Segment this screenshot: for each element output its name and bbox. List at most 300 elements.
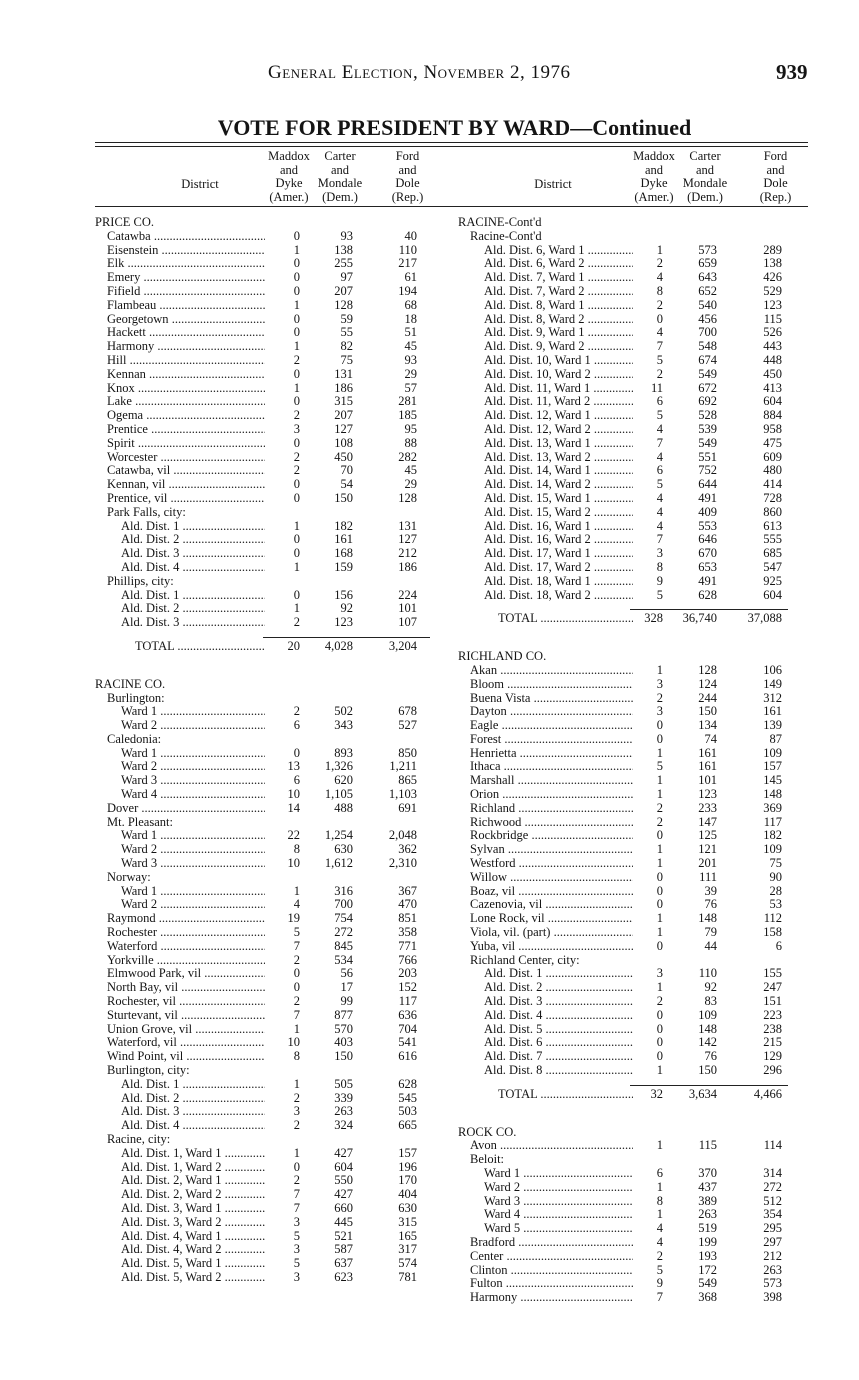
ford-value: 636 <box>398 1007 417 1022</box>
table-row <box>95 774 448 788</box>
table-row <box>458 326 808 340</box>
carter-value: 488 <box>334 800 353 815</box>
maddox-value: 1 <box>293 380 300 395</box>
district-header: District <box>534 177 572 191</box>
ford-value: 107 <box>398 615 417 630</box>
ford-value: 215 <box>763 1035 782 1050</box>
maddox-value: 1 <box>293 601 300 616</box>
carter-value: 646 <box>698 532 717 547</box>
total-label: TOTAL ..... <box>498 1088 633 1102</box>
ford-value: 958 <box>763 421 782 436</box>
table-row <box>95 1202 448 1216</box>
maddox-value: 1 <box>293 1076 300 1091</box>
ford-value: 678 <box>398 704 417 719</box>
maddox-value: 0 <box>656 1007 663 1022</box>
carter-value: 692 <box>698 394 717 409</box>
table-row <box>95 981 448 995</box>
table-row <box>95 257 448 271</box>
ford-value: 263 <box>763 1262 782 1277</box>
maddox-value: 7 <box>293 1187 300 1202</box>
carter-value: 521 <box>334 1228 353 1243</box>
district-name: Ald. Dist. 1 ..... <box>484 967 633 981</box>
maddox-value: 4 <box>656 1221 663 1236</box>
district-name: Ald. Dist. 11, Ward 2 ..... <box>484 395 633 409</box>
ford-value: 860 <box>763 504 782 519</box>
district-name: Ald. Dist. 4, Ward 1 ..... <box>121 1230 265 1244</box>
district-name: North Bay, vil ..... <box>107 981 265 995</box>
district-name: Ald. Dist. 8, Ward 2 ..... <box>484 313 633 327</box>
maddox-value: 2 <box>293 952 300 967</box>
maddox-value: 8 <box>656 283 663 298</box>
maddox-value: 2 <box>293 463 300 478</box>
ford-value: 766 <box>398 952 417 967</box>
table-row <box>458 747 808 761</box>
maddox-value: 1 <box>656 773 663 788</box>
ford-value: 127 <box>398 532 417 547</box>
maddox-value: 8 <box>656 1193 663 1208</box>
ford-value: 1,211 <box>389 759 417 774</box>
subheading-label: Park Falls, city: <box>107 505 186 519</box>
maddox-value: 0 <box>293 270 300 285</box>
maddox-value: 2 <box>656 814 663 829</box>
subheading-row <box>95 1064 448 1078</box>
district-name: Prentice ..... <box>107 423 265 437</box>
table-row <box>95 395 448 409</box>
district-name: Orion ..... <box>470 788 633 802</box>
carter-value: 519 <box>698 1221 717 1236</box>
ford-value: 272 <box>763 1179 782 1194</box>
maddox-value: 0 <box>293 745 300 760</box>
district-name: Ward 2 ..... <box>121 843 265 857</box>
ford-value: 53 <box>769 897 782 912</box>
total-label: TOTAL ..... <box>498 612 633 626</box>
ford-value: 613 <box>763 518 782 533</box>
district-name: Yorkville ..... <box>107 954 265 968</box>
maddox-value: 2 <box>293 615 300 630</box>
carter-value: 539 <box>698 421 717 436</box>
carter-value: 207 <box>334 408 353 423</box>
maddox-value: 0 <box>656 1035 663 1050</box>
carter-value: 550 <box>334 1173 353 1188</box>
district-name: Bloom ..... <box>470 678 633 692</box>
carter-value: 207 <box>334 283 353 298</box>
district-name: Ald. Dist. 9, Ward 2 ..... <box>484 340 633 354</box>
maddox-value: 2 <box>293 408 300 423</box>
ford-value: 604 <box>763 394 782 409</box>
maddox-value: 0 <box>293 1159 300 1174</box>
table-row <box>458 774 808 788</box>
table-row <box>458 395 808 409</box>
maddox-value: 7 <box>293 1200 300 1215</box>
table-row <box>95 760 448 774</box>
table-row <box>95 802 448 816</box>
carter-value: 653 <box>698 559 717 574</box>
table-row <box>458 802 808 816</box>
district-name: Ward 3 ..... <box>484 1195 633 1209</box>
district-name: Ald. Dist. 11, Ward 1 ..... <box>484 382 633 396</box>
total-label: TOTAL ..... <box>135 640 265 654</box>
table-row <box>95 616 448 630</box>
table-row <box>458 664 808 678</box>
district-name: Ward 3 ..... <box>121 774 265 788</box>
ford-value: 212 <box>398 546 417 561</box>
table-row <box>95 829 448 843</box>
right-column <box>458 148 808 1305</box>
carter-value: 83 <box>704 994 717 1009</box>
district-name: Fulton ..... <box>470 1277 633 1291</box>
carter-value: 168 <box>334 546 353 561</box>
left-column <box>95 148 448 1285</box>
table-row <box>95 1023 448 1037</box>
table-row <box>458 995 808 1009</box>
carter-value: 637 <box>334 1256 353 1271</box>
ford-value: 101 <box>398 601 417 616</box>
ford-value: 247 <box>763 980 782 995</box>
district-name: Viola, vil. (part) ..... <box>470 926 633 940</box>
carter-value: 644 <box>698 477 717 492</box>
ford-value: 170 <box>398 1173 417 1188</box>
carter-value: 59 <box>340 311 353 326</box>
district-name: Richwood ..... <box>470 816 633 830</box>
table-row <box>458 1250 808 1264</box>
maddox-value: 1 <box>293 297 300 312</box>
maddox-value: 8 <box>656 559 663 574</box>
ford-value: 526 <box>763 325 782 340</box>
carter-value: 587 <box>334 1242 353 1257</box>
table-row <box>95 1230 448 1244</box>
carter-value: 79 <box>704 925 717 940</box>
right-rows <box>458 206 808 1305</box>
district-name: Cazenovia, vil ..... <box>470 898 633 912</box>
subheading-row <box>95 871 448 885</box>
table-row <box>458 575 808 589</box>
carter-value: 161 <box>698 759 717 774</box>
district-name: Ald. Dist. 7 ..... <box>484 1050 633 1064</box>
ford-value: 470 <box>398 897 417 912</box>
county-name: RICHLAND CO. <box>458 650 547 664</box>
maddox-value: 19 <box>287 911 300 926</box>
maddox-value: 6 <box>293 773 300 788</box>
district-name: Georgetown ..... <box>107 313 265 327</box>
table-row <box>95 719 448 733</box>
district-name: Ald. Dist. 5, Ward 1 ..... <box>121 1257 265 1271</box>
district-name: Ald. Dist. 2 ..... <box>121 602 265 616</box>
table-row <box>458 1222 808 1236</box>
table-row <box>458 313 808 327</box>
district-name: Ald. Dist. 2, Ward 2 ..... <box>121 1188 265 1202</box>
maddox-value: 10 <box>287 787 300 802</box>
district-name: Ald. Dist. 4 ..... <box>484 1009 633 1023</box>
table-row <box>458 1264 808 1278</box>
maddox-value: 0 <box>293 966 300 981</box>
district-name: Ithaca ..... <box>470 760 633 774</box>
district-name: Catawba, vil ..... <box>107 464 265 478</box>
carter-value: 55 <box>340 325 353 340</box>
table-row <box>458 506 808 520</box>
district-name: Ward 4 ..... <box>484 1208 633 1222</box>
ford-value: 369 <box>763 800 782 815</box>
subheading-label: Richland Center, city: <box>470 953 580 967</box>
carter-value: 74 <box>704 731 717 746</box>
carter-value: 324 <box>334 1118 353 1133</box>
carter-value: 93 <box>340 228 353 243</box>
carter-value: 752 <box>698 463 717 478</box>
ford-value: 297 <box>763 1234 782 1249</box>
carter-value: 263 <box>334 1104 353 1119</box>
table-row <box>458 368 808 382</box>
ford-value: 691 <box>398 800 417 815</box>
maddox-value: 9 <box>656 1276 663 1291</box>
district-name: Ald. Dist. 4, Ward 2 ..... <box>121 1243 265 1257</box>
ford-value: 609 <box>763 449 782 464</box>
subheading-label: Racine-Cont'd <box>470 229 542 243</box>
table-row <box>458 719 808 733</box>
county-name: ROCK CO. <box>458 1125 517 1139</box>
carter-value: 540 <box>698 297 717 312</box>
carter-value: 893 <box>334 745 353 760</box>
table-row <box>95 520 448 534</box>
district-name: Ald. Dist. 1, Ward 1 ..... <box>121 1147 265 1161</box>
table-row <box>95 533 448 547</box>
ford-value: 628 <box>398 1076 417 1091</box>
maddox-value: 4 <box>656 518 663 533</box>
ford-header: Ford and Dole (Rep.) <box>391 149 424 204</box>
district-name: Ald. Dist. 5, Ward 2 ..... <box>121 1271 265 1285</box>
carter-value: 109 <box>698 1007 717 1022</box>
district-name: Sturtevant, vil ..... <box>107 1009 265 1023</box>
district-name: Avon ..... <box>470 1139 633 1153</box>
table-row <box>458 547 808 561</box>
carter-value: 148 <box>698 1021 717 1036</box>
running-header <box>0 60 859 90</box>
subheading-label: Caledonia: <box>107 732 162 746</box>
district-name: Harmony ..... <box>470 1291 633 1305</box>
maddox-value: 1 <box>293 339 300 354</box>
carter-value: 339 <box>334 1090 353 1105</box>
district-name: Ward 5 ..... <box>484 1222 633 1236</box>
carter-value: 70 <box>340 463 353 478</box>
district-name: Ald. Dist. 2 ..... <box>121 1092 265 1106</box>
subheading-label: Mt. Pleasant: <box>107 815 173 829</box>
ford-value: 2,310 <box>388 856 417 871</box>
maddox-value: 2 <box>293 352 300 367</box>
carter-value: 125 <box>698 828 717 843</box>
subheading-row <box>95 1133 448 1147</box>
ford-value: 68 <box>404 297 417 312</box>
table-row <box>458 885 808 899</box>
carter-value: 121 <box>698 842 717 857</box>
carter-value: 528 <box>698 408 717 423</box>
subheading-label: Burlington: <box>107 691 165 705</box>
carter-value: 76 <box>704 1049 717 1064</box>
carter-value: 108 <box>334 435 353 450</box>
carter-value: 138 <box>334 242 353 257</box>
ford-value: 728 <box>763 490 782 505</box>
subheading-row <box>95 575 448 589</box>
table-row <box>458 692 808 706</box>
ford-value: 503 <box>398 1104 417 1119</box>
carter-value: 4,028 <box>324 638 353 653</box>
table-row <box>95 299 448 313</box>
carter-value: 199 <box>698 1234 717 1249</box>
ford-value: 115 <box>763 311 782 326</box>
ford-value: 145 <box>763 773 782 788</box>
district-name: Waterford, vil ..... <box>107 1036 265 1050</box>
table-row <box>95 1174 448 1188</box>
maddox-value: 6 <box>656 463 663 478</box>
carter-value: 156 <box>334 587 353 602</box>
ford-value: 158 <box>763 925 782 940</box>
carter-value: 172 <box>698 1262 717 1277</box>
carter-value: 343 <box>334 718 353 733</box>
ford-value: 314 <box>763 1166 782 1180</box>
ford-value: 426 <box>763 270 782 285</box>
ford-value: 850 <box>398 745 417 760</box>
table-row <box>95 1216 448 1230</box>
table-row <box>458 533 808 547</box>
carter-value: 148 <box>698 911 717 926</box>
carter-value: 128 <box>698 662 717 677</box>
district-name: Ald. Dist. 12, Ward 2 ..... <box>484 423 633 437</box>
table-row <box>95 409 448 423</box>
district-name: Ald. Dist. 8 ..... <box>484 1064 633 1078</box>
carter-value: 150 <box>334 490 353 505</box>
ford-value: 114 <box>763 1138 782 1153</box>
carter-value: 630 <box>334 842 353 857</box>
carter-value: 845 <box>334 938 353 953</box>
ford-value: 110 <box>398 242 417 257</box>
district-name: Dayton ..... <box>470 705 633 719</box>
district-name: Ald. Dist. 17, Ward 2 ..... <box>484 561 633 575</box>
carter-value: 315 <box>334 394 353 409</box>
ford-value: 685 <box>763 546 782 561</box>
maddox-header: Maddox and Dyke (Amer.) <box>268 149 310 204</box>
district-name: Ald. Dist. 3, Ward 1 ..... <box>121 1202 265 1216</box>
maddox-value: 8 <box>293 1049 300 1064</box>
table-row <box>95 478 448 492</box>
ford-value: 109 <box>763 745 782 760</box>
total-rule <box>630 1085 788 1086</box>
carter-value: 502 <box>334 704 353 719</box>
district-name: Kennan, vil ..... <box>107 478 265 492</box>
district-name: Eisenstein ..... <box>107 244 265 258</box>
maddox-value: 7 <box>293 1007 300 1022</box>
ford-value: 57 <box>404 380 417 395</box>
maddox-value: 5 <box>656 477 663 492</box>
carter-value: 115 <box>698 1138 717 1153</box>
maddox-value: 8 <box>293 842 300 857</box>
subheading-label: Phillips, city: <box>107 574 174 588</box>
maddox-value: 0 <box>656 731 663 746</box>
maddox-value: 0 <box>656 1049 663 1064</box>
carter-value: 244 <box>698 690 717 705</box>
ford-value: 665 <box>398 1118 417 1133</box>
maddox-value: 7 <box>656 1290 663 1305</box>
carter-value: 700 <box>698 325 717 340</box>
district-name: Harmony ..... <box>107 340 265 354</box>
district-name: Ald. Dist. 9, Ward 1 ..... <box>484 326 633 340</box>
table-row <box>458 829 808 843</box>
maddox-value: 2 <box>293 994 300 1009</box>
district-name: Ald. Dist. 3 ..... <box>484 995 633 1009</box>
district-name: Ald. Dist. 2, Ward 1 ..... <box>121 1174 265 1188</box>
maddox-header: Maddox and Dyke (Amer.) <box>633 149 675 204</box>
maddox-value: 1 <box>656 745 663 760</box>
ford-value: 3,204 <box>388 638 417 653</box>
district-name: Ald. Dist. 18, Ward 2 ..... <box>484 589 633 603</box>
district-name: Ald. Dist. 15, Ward 2 ..... <box>484 506 633 520</box>
carter-value: 272 <box>334 925 353 940</box>
district-name: Boaz, vil ..... <box>470 885 633 899</box>
table-row <box>458 464 808 478</box>
carter-value: 39 <box>704 883 717 898</box>
carter-value: 604 <box>334 1159 353 1174</box>
ford-value: 545 <box>398 1090 417 1105</box>
maddox-value: 2 <box>293 1173 300 1188</box>
table-row <box>458 409 808 423</box>
ford-value: 28 <box>769 883 782 898</box>
maddox-value: 1 <box>656 980 663 995</box>
maddox-value: 0 <box>656 718 663 733</box>
maddox-value: 5 <box>656 1262 663 1277</box>
maddox-value: 2 <box>293 449 300 464</box>
table-row <box>458 1291 808 1305</box>
maddox-value: 0 <box>656 1021 663 1036</box>
table-row <box>95 857 448 871</box>
carter-value: 700 <box>334 897 353 912</box>
district-name: Emery ..... <box>107 271 265 285</box>
maddox-value: 5 <box>293 1228 300 1243</box>
maddox-value: 3 <box>293 1242 300 1257</box>
ford-value: 616 <box>398 1049 417 1064</box>
table-row <box>95 547 448 561</box>
maddox-value: 4 <box>656 270 663 285</box>
county-name: RACINE CO. <box>95 677 166 691</box>
district-name: Ald. Dist. 17, Ward 1 ..... <box>484 547 633 561</box>
carter-value: 127 <box>334 421 353 436</box>
carter-value: 150 <box>698 704 717 719</box>
carter-value: 409 <box>698 504 717 519</box>
table-row <box>95 354 448 368</box>
ford-value: 573 <box>763 1276 782 1291</box>
district-name: Ald. Dist. 12, Ward 1 ..... <box>484 409 633 423</box>
district-name: Ald. Dist. 14, Ward 2 ..... <box>484 478 633 492</box>
district-name: Ald. Dist. 10, Ward 2 ..... <box>484 368 633 382</box>
carter-value: 147 <box>698 814 717 829</box>
ford-value: 151 <box>763 994 782 1009</box>
carter-header: Carter and Mondale (Dem.) <box>682 149 728 204</box>
carter-value: 570 <box>334 1021 353 1036</box>
carter-value: 427 <box>334 1187 353 1202</box>
district-name: Center ..... <box>470 1250 633 1264</box>
carter-value: 628 <box>698 587 717 602</box>
carter-value: 549 <box>698 366 717 381</box>
maddox-value: 3 <box>293 421 300 436</box>
county-heading <box>458 1126 808 1140</box>
carter-value: 201 <box>698 856 717 871</box>
carter-value: 450 <box>334 449 353 464</box>
total-rule <box>263 637 430 638</box>
district-name: Ward 2 ..... <box>121 719 265 733</box>
district-name: Wind Point, vil ..... <box>107 1050 265 1064</box>
carter-value: 505 <box>334 1076 353 1091</box>
district-name: Ald. Dist. 15, Ward 1 ..... <box>484 492 633 506</box>
table-row <box>95 451 448 465</box>
ford-value: 238 <box>763 1021 782 1036</box>
district-name: Hill ..... <box>107 354 265 368</box>
carter-value: 128 <box>334 297 353 312</box>
carter-value: 553 <box>698 518 717 533</box>
